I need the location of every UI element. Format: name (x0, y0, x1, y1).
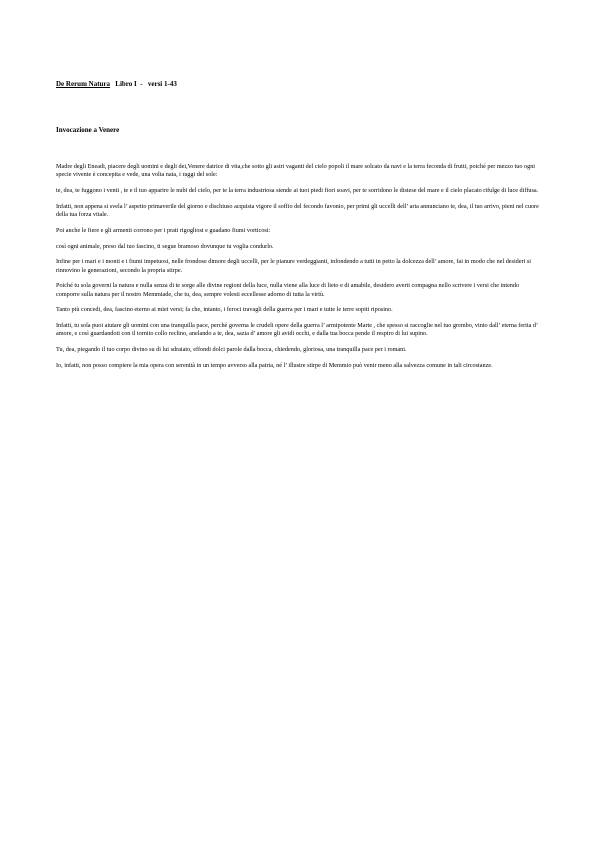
verses-label: versi 1-43 (147, 80, 177, 88)
paragraph: Tanto più concedi, dea, fascino eterno ai miei versi; fa che, intanto, i feroci travagli della guerra per i mari e tutte le terre sopiti riposino. (56, 306, 393, 314)
paragraph: Io, infatti, non posso compiere la mia opera con serenità in un tempo avverso alla patria, né l’ illustre stirpe di Memmio può venir meno alla salvezza comune in tali circostanze. (56, 361, 493, 369)
paragraph: Infatti, tu sola puoi aiutare gli uomini con una tranquilla pace, perché governa le crudeli opere della guerra l’ armipotente Marte , che spesso si raccoglie nel tuo grembo, vinto dall’ eterna ferita d’ amore, e così guardandoti con il tornito collo reclino, anelando a te, dea, sazia d’ amore gli avidi occhi, e dalla tua bocca pende il respiro di lui supino. (56, 322, 538, 338)
book-label: Libro I (115, 80, 137, 88)
paragraph: te, dea, te fuggono i venti , te e il tuo apparire le nubi del cielo, per te la terra industriosa stende ai tuoi piedi fiori soavi, per te sorridono le distese del mare e il cielo placato rifulge di luce diffusa. (56, 187, 539, 194)
paragraph: Infatti, non appena si svela l’ aspetto primaverile del giorno e dischiuso acquista vigore il soffio del fecondo favonio, per primi gli uccelli dell’ aria annunciano te, dea, il tuo arrivo, pieni nel cuore della tua forza vitale. (56, 202, 539, 218)
paragraph: così ogni animale, preso dal tuo fascino, ti segue bramoso dovunque tu voglia condurlo. (56, 242, 274, 250)
document-body (56, 163, 540, 378)
paragraph: Madre degli Eneadi, piacere degli uomini e degli dei,Venere datrice di vita,che sotto gli astri vaganti del cielo popoli il mare solcato da navi e la terra feconda di frutti, poiché per mezzo tuo ogni specie vivente è concepita e vede, una volta nata, i raggi del sole: (56, 163, 536, 179)
document-header (56, 80, 177, 88)
paragraph: Poi anche le fiere e gli armenti corrono per i prati rigogliosi e guadano fiumi vorticosi: (56, 226, 271, 234)
paragraph: Poiché tu sola governi la natura e nulla senza di te sorge alle divine regioni della luce, nulla viene alla luce di lieto e di amabile, desidero averti compagna nello scrivere i versi che intendo comporre sulla natura per il nostro Memmiade, che tu, dea, sempre volesti eccellesse adorno di tutta la virtù. (56, 282, 520, 298)
paragraph: Tu, dea, piegando il tuo corpo divino su di lui sdraiato, effondi dolci parole dalla bocca, chiedendo, gloriosa, una tranquilla pace per i romani. (56, 346, 407, 354)
header-separator: - (140, 80, 143, 88)
section-title: Invocazione a Venere (56, 126, 120, 134)
work-title: De Rerum Natura (56, 80, 111, 88)
paragraph: Infine per i mari e i monti e i fiumi impetuosi, nelle frondose dimore degli uccelli, per le pianure verdeggianti, infondendo a tutti in petto la dolcezza dell’ amore, fai in modo che nel desideri si rinnovino le generazioni, secondo la propria stirpe. (56, 258, 531, 274)
